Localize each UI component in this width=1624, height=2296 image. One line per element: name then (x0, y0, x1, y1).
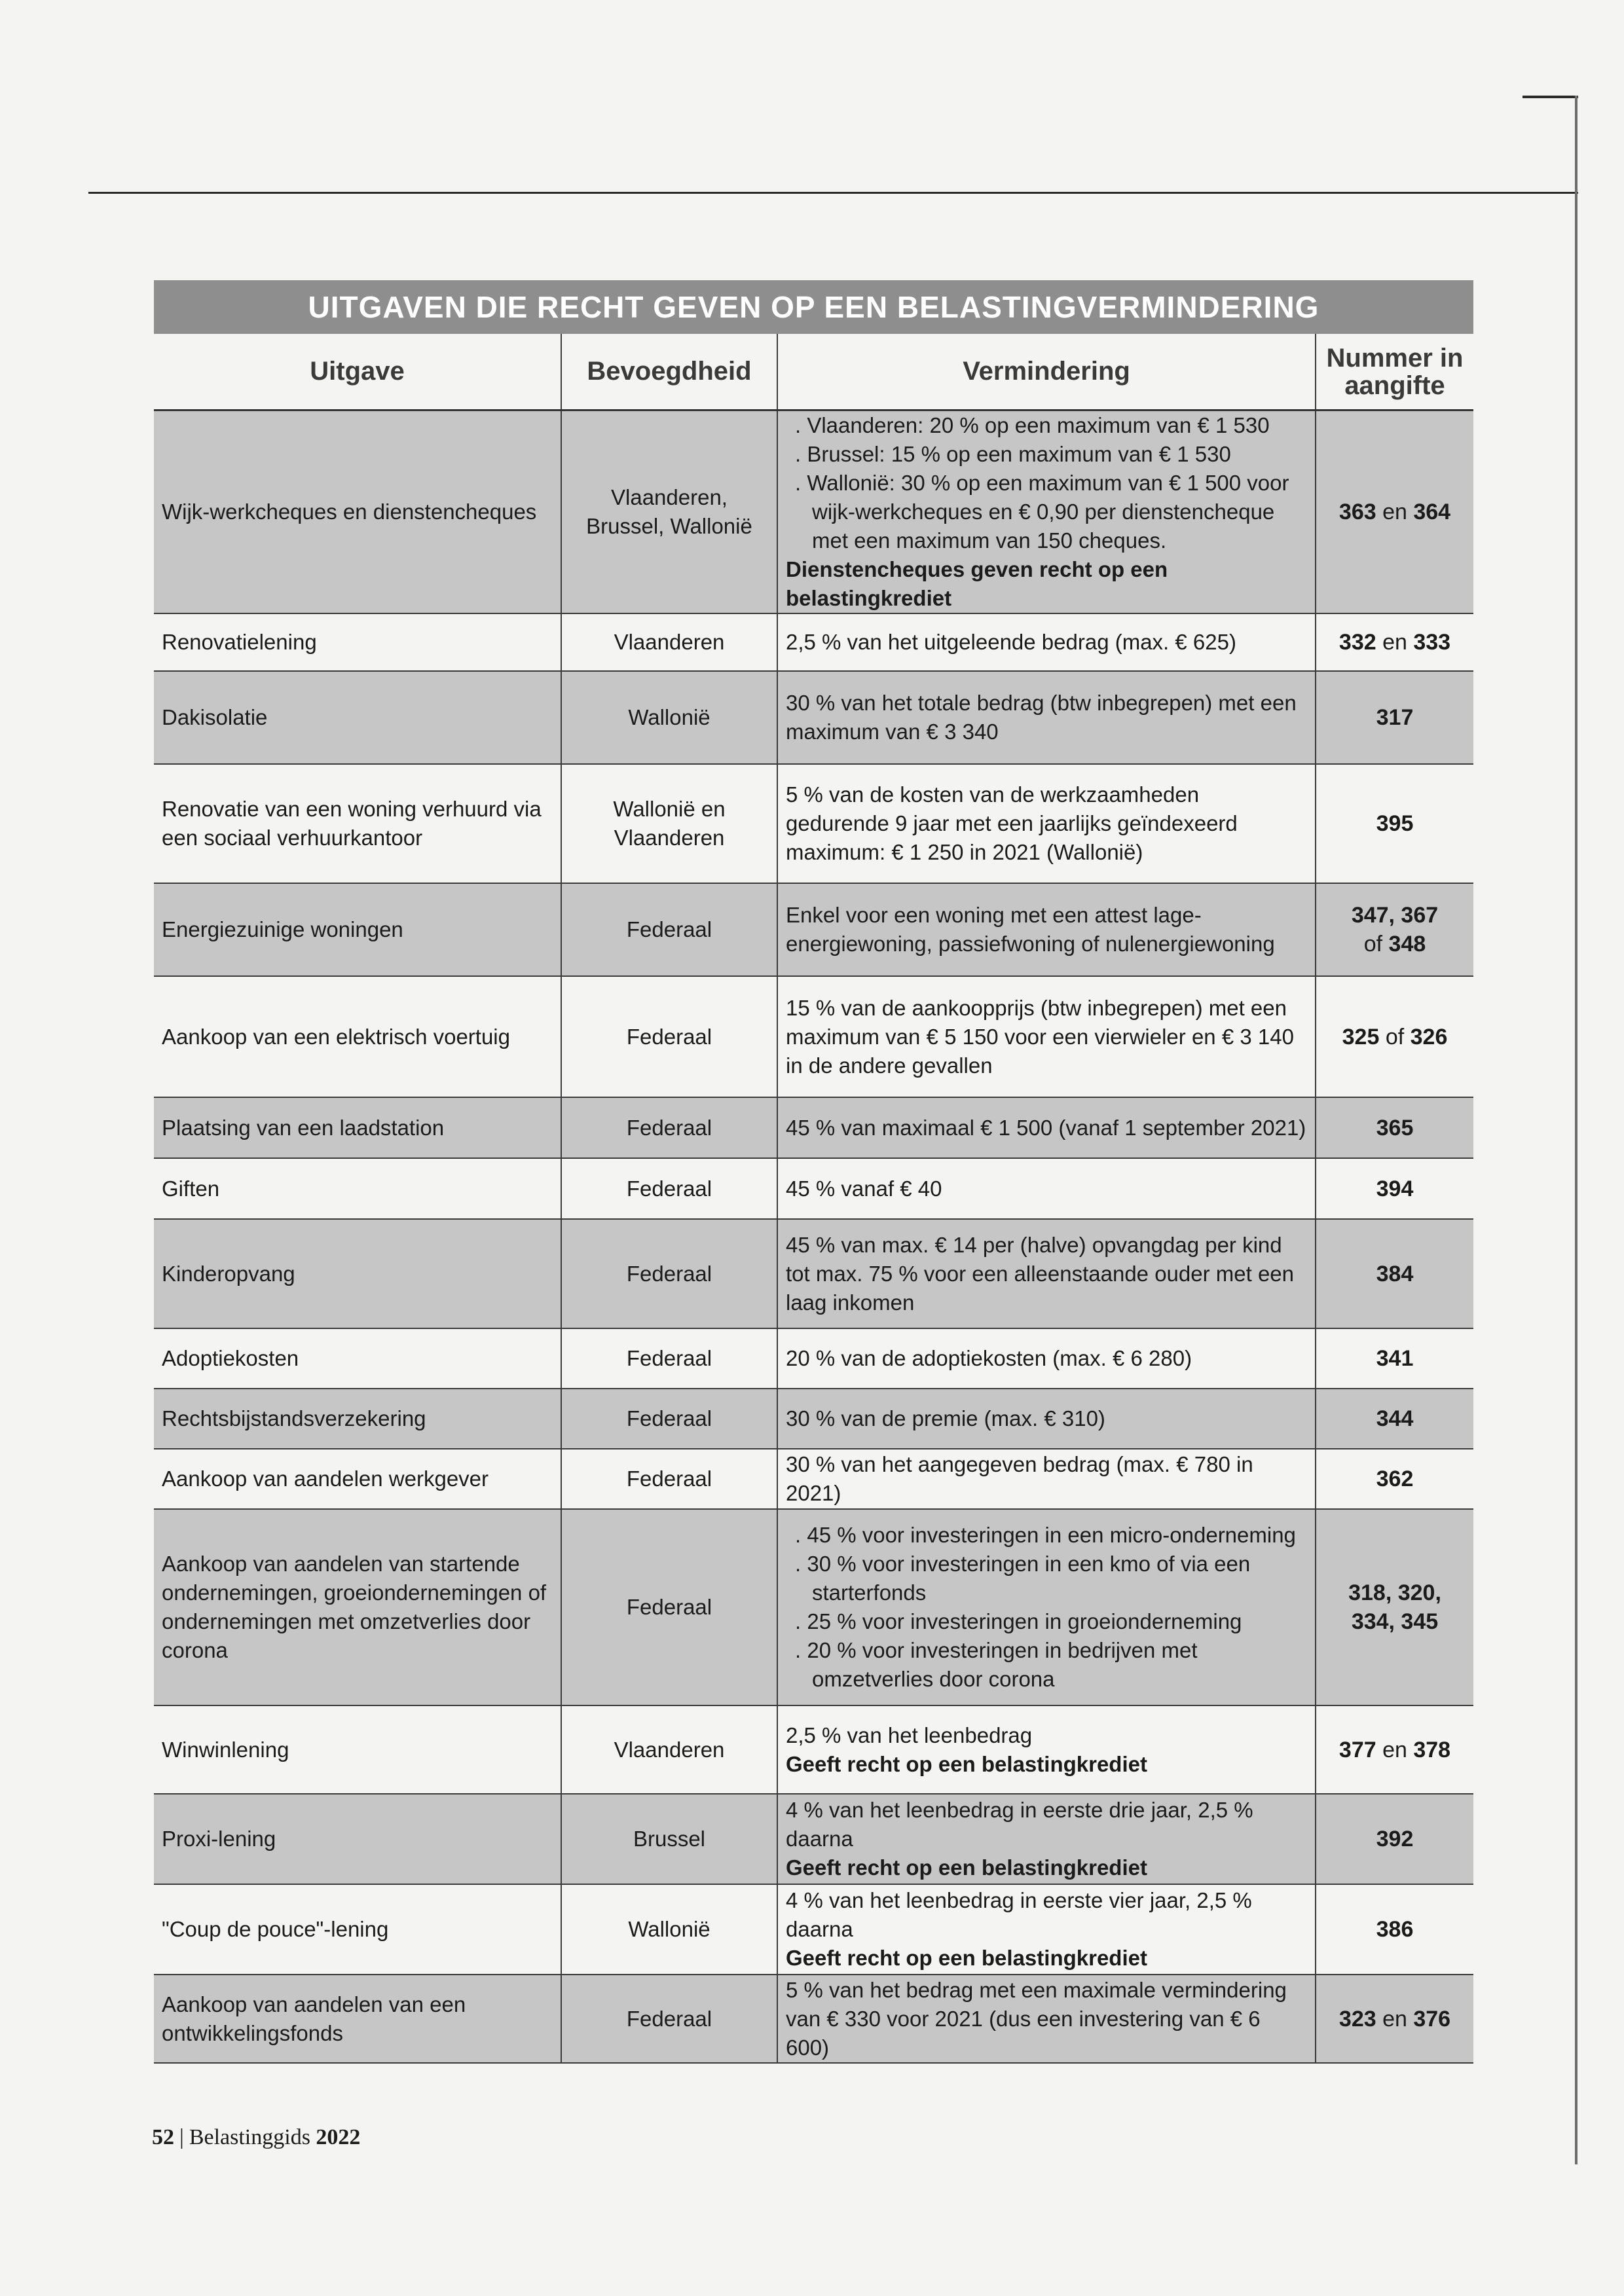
table-row (154, 410, 1473, 614)
cell-bevoegdheid: Federaal (561, 976, 777, 1097)
table-row (154, 1794, 1473, 1884)
table-row (154, 1328, 1473, 1389)
header-bevoegdheid: Bevoegdheid (561, 334, 777, 410)
cell-nummer: 365 (1316, 1097, 1473, 1158)
cell-bevoegdheid: Federaal (561, 1389, 777, 1449)
cell-uitgave: Aankoop van aandelen van een ontwikkelingsfonds (154, 1975, 561, 2063)
cell-nummer: 384 (1316, 1219, 1473, 1328)
page-number: 52 (152, 2125, 174, 2149)
cell-vermindering: 15 % van de aankoopprijs (btw inbegrepen) met een maximum van € 5 150 voor een vierwieler en € 3 140 in de andere gevallen (777, 976, 1316, 1097)
table-row (154, 1158, 1473, 1219)
belastingkrediet-note: Geeft recht op een belastingkrediet (786, 1946, 1147, 1970)
cell-uitgave: Aankoop van aandelen werkgever (154, 1449, 561, 1509)
table-grid (154, 334, 1473, 2064)
header-row (154, 334, 1473, 410)
cell-nummer: 394 (1316, 1158, 1473, 1219)
cell-vermindering: . 45 % voor investeringen in een micro-onderneming . 30 % voor investeringen in een kmo of via een starterfonds . 25 % voor investeringen in groeionderneming . 20 % voor investeringen in bedrijven met omzetverlies door corona (777, 1509, 1316, 1705)
table-row (154, 1389, 1473, 1449)
table-row (154, 976, 1473, 1097)
cell-vermindering: 45 % van maximaal € 1 500 (vanaf 1 september 2021) (777, 1097, 1316, 1158)
cell-nummer: 341 (1316, 1328, 1473, 1389)
cell-bevoegdheid: Federaal (561, 1449, 777, 1509)
table-row (154, 1449, 1473, 1509)
table-row (154, 613, 1473, 671)
cell-bevoegdheid: Vlaanderen (561, 1705, 777, 1794)
cell-vermindering: 2,5 % van het uitgeleende bedrag (max. € 625) (777, 613, 1316, 671)
cell-nummer: 317 (1316, 671, 1473, 764)
cell-uitgave: Adoptiekosten (154, 1328, 561, 1389)
cell-bevoegdheid: Federaal (561, 1158, 777, 1219)
top-rule (88, 192, 1578, 194)
cell-nummer: 377 en 378 (1316, 1705, 1473, 1794)
cell-bevoegdheid: Federaal (561, 1219, 777, 1328)
cell-nummer: 362 (1316, 1449, 1473, 1509)
table-row (154, 1884, 1473, 1975)
table-row (154, 1219, 1473, 1328)
cell-vermindering: Enkel voor een woning met een attest lage-energiewoning, passiefwoning of nulenergiewoning (777, 883, 1316, 976)
table-row (154, 883, 1473, 976)
cell-nummer: 363 en 364 (1316, 410, 1473, 614)
table-row (154, 671, 1473, 764)
cell-nummer: 392 (1316, 1794, 1473, 1884)
cell-uitgave: Renovatie van een woning verhuurd via een sociaal verhuurkantoor (154, 764, 561, 883)
belastingkrediet-note: Dienstencheques geven recht op een belastingkrediet (786, 557, 1168, 610)
tax-reduction-table (154, 280, 1473, 2064)
header-uitgave: Uitgave (154, 334, 561, 410)
page-edge (1575, 96, 1578, 2164)
cell-nummer: 386 (1316, 1884, 1473, 1975)
publication-year: 2022 (316, 2125, 361, 2149)
cell-nummer: 395 (1316, 764, 1473, 883)
cell-vermindering: 30 % van het aangegeven bedrag (max. € 780 in 2021) (777, 1449, 1316, 1509)
table-row (154, 1097, 1473, 1158)
cell-bevoegdheid: Vlaanderen (561, 613, 777, 671)
cell-uitgave: Wijk-werkcheques en dienstencheques (154, 410, 561, 614)
cell-uitgave: Kinderopvang (154, 1219, 561, 1328)
cell-nummer: 318, 320, 334, 345 (1316, 1509, 1473, 1705)
table-title: UITGAVEN DIE RECHT GEVEN OP EEN BELASTINGVERMINDERING (154, 280, 1473, 334)
corner-tick (1522, 96, 1578, 98)
cell-bevoegdheid: Federaal (561, 883, 777, 976)
cell-vermindering: 5 % van het bedrag met een maximale vermindering van € 330 voor 2021 (dus een investering van € 6 600) (777, 1975, 1316, 2063)
cell-bevoegdheid: Federaal (561, 1097, 777, 1158)
cell-vermindering: 30 % van de premie (max. € 310) (777, 1389, 1316, 1449)
belastingkrediet-note: Geeft recht op een belastingkrediet (786, 1751, 1147, 1776)
cell-nummer: 325 of 326 (1316, 976, 1473, 1097)
cell-bevoegdheid: Wallonië (561, 671, 777, 764)
cell-bevoegdheid: Brussel (561, 1794, 777, 1884)
table-row (154, 764, 1473, 883)
cell-vermindering: 5 % van de kosten van de werkzaamheden gedurende 9 jaar met een jaarlijks geïndexeerd maximum: € 1 250 in 2021 (Wallonië) (777, 764, 1316, 883)
cell-vermindering: . Vlaanderen: 20 % op een maximum van € 1 530 . Brussel: 15 % op een maximum van € 1 530 . Wallonië: 30 % op een maximum van € 1 500 voor wijk-werkcheques en € 0,90 per dienstencheque met een maximum van 150 cheques. Dienstencheques geven recht op een belastingkrediet (777, 410, 1316, 614)
cell-nummer: 323 en 376 (1316, 1975, 1473, 2063)
table-row (154, 1509, 1473, 1705)
cell-bevoegdheid: Federaal (561, 1509, 777, 1705)
cell-bevoegdheid: Federaal (561, 1975, 777, 2063)
cell-nummer: 344 (1316, 1389, 1473, 1449)
cell-uitgave: Winwinlening (154, 1705, 561, 1794)
cell-nummer: 347, 367 of 348 (1316, 883, 1473, 976)
cell-vermindering: 20 % van de adoptiekosten (max. € 6 280) (777, 1328, 1316, 1389)
cell-vermindering: 4 % van het leenbedrag in eerste drie jaar, 2,5 % daarna Geeft recht op een belastingkrediet (777, 1794, 1316, 1884)
belastingkrediet-note: Geeft recht op een belastingkrediet (786, 1855, 1147, 1880)
cell-uitgave: Plaatsing van een laadstation (154, 1097, 561, 1158)
cell-vermindering: 4 % van het leenbedrag in eerste vier jaar, 2,5 % daarna Geeft recht op een belastingkrediet (777, 1884, 1316, 1975)
cell-uitgave: Dakisolatie (154, 671, 561, 764)
cell-bevoegdheid: Wallonië (561, 1884, 777, 1975)
cell-bevoegdheid: Wallonië en Vlaanderen (561, 764, 777, 883)
cell-uitgave: Energiezuinige woningen (154, 883, 561, 976)
cell-bevoegdheid: Vlaanderen, Brussel, Wallonië (561, 410, 777, 614)
cell-uitgave: Rechtsbijstandsverzekering (154, 1389, 561, 1449)
table-row (154, 1705, 1473, 1794)
cell-uitgave: Proxi-lening (154, 1794, 561, 1884)
cell-uitgave: Giften (154, 1158, 561, 1219)
page-footer (152, 2125, 360, 2150)
cell-vermindering: 45 % van max. € 14 per (halve) opvangdag per kind tot max. 75 % voor een alleenstaande ouder met een laag inkomen (777, 1219, 1316, 1328)
header-vermindering: Vermindering (777, 334, 1316, 410)
table-row (154, 1975, 1473, 2063)
cell-uitgave: Renovatielening (154, 613, 561, 671)
cell-uitgave: Aankoop van een elektrisch voertuig (154, 976, 561, 1097)
cell-uitgave: "Coup de pouce"-lening (154, 1884, 561, 1975)
cell-vermindering: 30 % van het totale bedrag (btw inbegrepen) met een maximum van € 3 340 (777, 671, 1316, 764)
publication-name: Belastinggids (189, 2125, 310, 2149)
header-nummer: Nummer in aangifte (1316, 334, 1473, 410)
cell-vermindering: 2,5 % van het leenbedrag Geeft recht op een belastingkrediet (777, 1705, 1316, 1794)
cell-nummer: 332 en 333 (1316, 613, 1473, 671)
footer-separator: | (179, 2125, 184, 2149)
cell-vermindering: 45 % vanaf € 40 (777, 1158, 1316, 1219)
cell-uitgave: Aankoop van aandelen van startende ondernemingen, groeiondernemingen of ondernemingen met omzetverlies door corona (154, 1509, 561, 1705)
cell-bevoegdheid: Federaal (561, 1328, 777, 1389)
